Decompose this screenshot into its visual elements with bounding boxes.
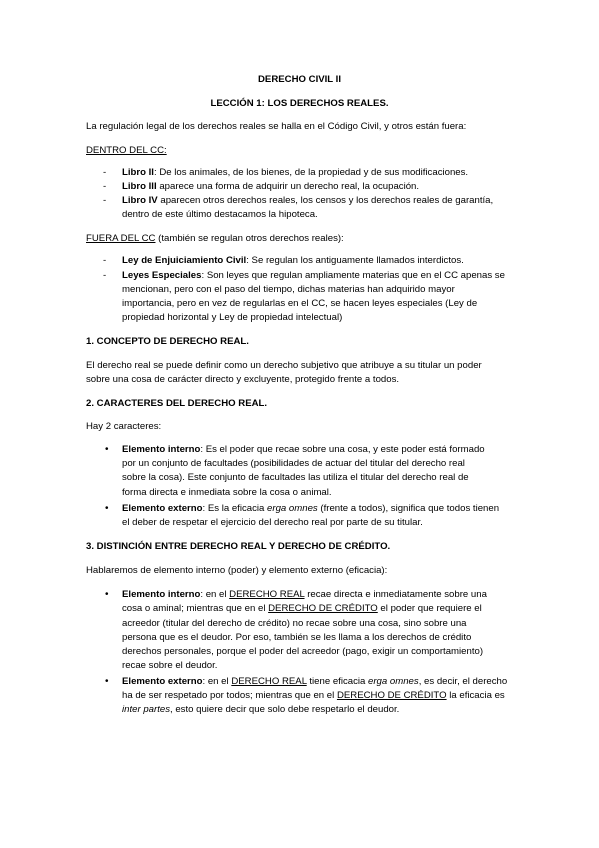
- list-item: [122, 269, 505, 283]
- item-text: ha de ser respetado por todos; mientras que en el: [122, 690, 337, 701]
- item-continuation: derechos personales, porque el poder del acreedor (pago, exigir un comportamiento): [122, 646, 484, 657]
- item-continuation: sobre la cosa). Este conjunto de facultades las utiliza el titular del derecho real de: [122, 472, 469, 483]
- list-item: [122, 443, 485, 457]
- item-continuation: propiedad horizontal y Ley de propiedad intelectual): [122, 312, 343, 323]
- item-continuation: [122, 602, 482, 616]
- item-underlined: DERECHO DE CRÉDITO: [268, 603, 378, 614]
- bullet-icon: •: [105, 589, 109, 600]
- item-text: : De los animales, de los bienes, de la propiedad y de sus modificaciones.: [153, 167, 469, 178]
- item-continuation: [122, 689, 505, 703]
- item-label: Leyes Especiales: [122, 270, 202, 281]
- item-continuation: el deber de respetar el ejercicio del derecho real por parte de su titular.: [122, 517, 423, 528]
- item-label: Libro II: [122, 167, 154, 178]
- list-dash: -: [103, 167, 107, 178]
- item-continuation: acreedor (titular del derecho de crédito) no recae sobre una cosa, sino sobre una: [122, 618, 467, 629]
- item-label: Elemento interno: [122, 444, 201, 455]
- list-dash: -: [103, 181, 107, 192]
- item-text: : en el: [200, 589, 230, 600]
- item-text: el poder que requiere el: [377, 603, 482, 614]
- section-1-heading: 1. CONCEPTO DE DERECHO REAL.: [86, 336, 249, 347]
- item-underlined: DERECHO REAL: [231, 676, 307, 687]
- item-text: , esto quiere decir que solo debe respetarlo el deudor.: [170, 704, 400, 715]
- fuera-heading: FUERA DEL CC: [86, 233, 156, 244]
- bullet-icon: •: [105, 503, 109, 514]
- item-text: (frente a todos), significa que todos tienen: [317, 503, 500, 514]
- intro-paragraph: La regulación legal de los derechos reales se halla en el Código Civil, y otros están fuera:: [86, 121, 467, 132]
- document-title: DERECHO CIVIL II: [258, 74, 341, 85]
- item-underlined: DERECHO DE CRÉDITO: [336, 690, 447, 701]
- item-italic: erga omnes: [368, 676, 419, 687]
- fuera-heading-line: [86, 232, 344, 246]
- section-2-heading: 2. CARACTERES DEL DERECHO REAL.: [86, 398, 268, 409]
- item-continuation: persona que es el deudor. Por eso, también se les llama a los derechos de crédito: [122, 632, 472, 643]
- lesson-title: LECCIÓN 1: LOS DERECHOS REALES.: [210, 98, 389, 109]
- list-item: [122, 180, 419, 194]
- item-continuation: forma directa e inmediata sobre la cosa o animal.: [122, 487, 332, 498]
- item-text: recae directa e inmediatamente sobre una: [304, 589, 487, 600]
- item-text: : Son leyes que regulan ampliamente materias que en el CC apenas se: [201, 270, 505, 281]
- item-label: Ley de Enjuiciamiento Civil: [122, 255, 247, 266]
- item-text: : Es el poder que recae sobre una cosa, y este poder está formado: [200, 444, 485, 455]
- section-1-text: El derecho real se puede definir como un derecho subjetivo que atribuye a su titular un poder: [86, 360, 482, 371]
- list-item: [122, 502, 499, 516]
- item-continuation: dentro de este último destacamos la hipoteca.: [122, 209, 318, 220]
- item-italic: erga omnes: [267, 503, 318, 514]
- item-label: Libro III: [122, 181, 157, 192]
- item-text: aparecen otros derechos reales, los censos y los derechos reales de garantía,: [157, 195, 494, 206]
- item-label: Elemento interno: [122, 589, 201, 600]
- item-text: : Es la eficacia: [202, 503, 268, 514]
- section-3-intro: Hablaremos de elemento interno (poder) y elemento externo (eficacia):: [86, 565, 388, 576]
- list-dash: -: [103, 195, 107, 206]
- item-text: cosa o aminal; mientras que en el: [122, 603, 269, 614]
- item-continuation: [122, 703, 399, 717]
- list-item: [122, 166, 468, 180]
- item-continuation: por un conjunto de facultades (posibilidades de actuar del titular del derecho real: [122, 458, 465, 469]
- item-text: : Se regulan los antiguamente llamados interdictos.: [246, 255, 464, 266]
- item-continuation: importancia, pero en vez de regularlas en el CC, se hacen leyes especiales (Ley de: [122, 298, 478, 309]
- item-label: Libro IV: [122, 195, 158, 206]
- section-3-heading: 3. DISTINCIÓN ENTRE DERECHO REAL Y DERECHO DE CRÉDITO.: [86, 541, 391, 552]
- item-continuation: mencionan, pero con el paso del tiempo, dichas materias han adquirido mayor: [122, 284, 455, 295]
- list-item: [122, 588, 487, 602]
- bullet-icon: •: [105, 444, 109, 455]
- fuera-heading-rest: (también se regulan otros derechos reales):: [155, 233, 344, 244]
- item-continuation: recae sobre el deudor.: [122, 660, 218, 671]
- bullet-icon: •: [105, 676, 109, 687]
- list-dash: -: [103, 255, 107, 266]
- item-text: la eficacia es: [446, 690, 505, 701]
- dentro-heading: DENTRO DEL CC:: [86, 145, 167, 156]
- item-italic: inter partes: [122, 704, 170, 715]
- item-text: aparece una forma de adquirir un derecho real, la ocupación.: [156, 181, 420, 192]
- list-item: [122, 194, 493, 208]
- section-2-intro: Hay 2 caracteres:: [86, 421, 162, 432]
- item-text: tiene eficacia: [306, 676, 369, 687]
- item-label: Elemento externo: [122, 503, 203, 514]
- list-dash: -: [103, 270, 107, 281]
- section-1-text: sobre una cosa de carácter directo y excluyente, protegido frente a todos.: [86, 374, 400, 385]
- item-label: Elemento externo: [122, 676, 203, 687]
- list-item: [122, 675, 507, 689]
- list-item: [122, 254, 464, 268]
- item-text: : en el: [202, 676, 232, 687]
- item-text: , es decir, el derecho: [418, 676, 508, 687]
- item-underlined: DERECHO REAL: [229, 589, 305, 600]
